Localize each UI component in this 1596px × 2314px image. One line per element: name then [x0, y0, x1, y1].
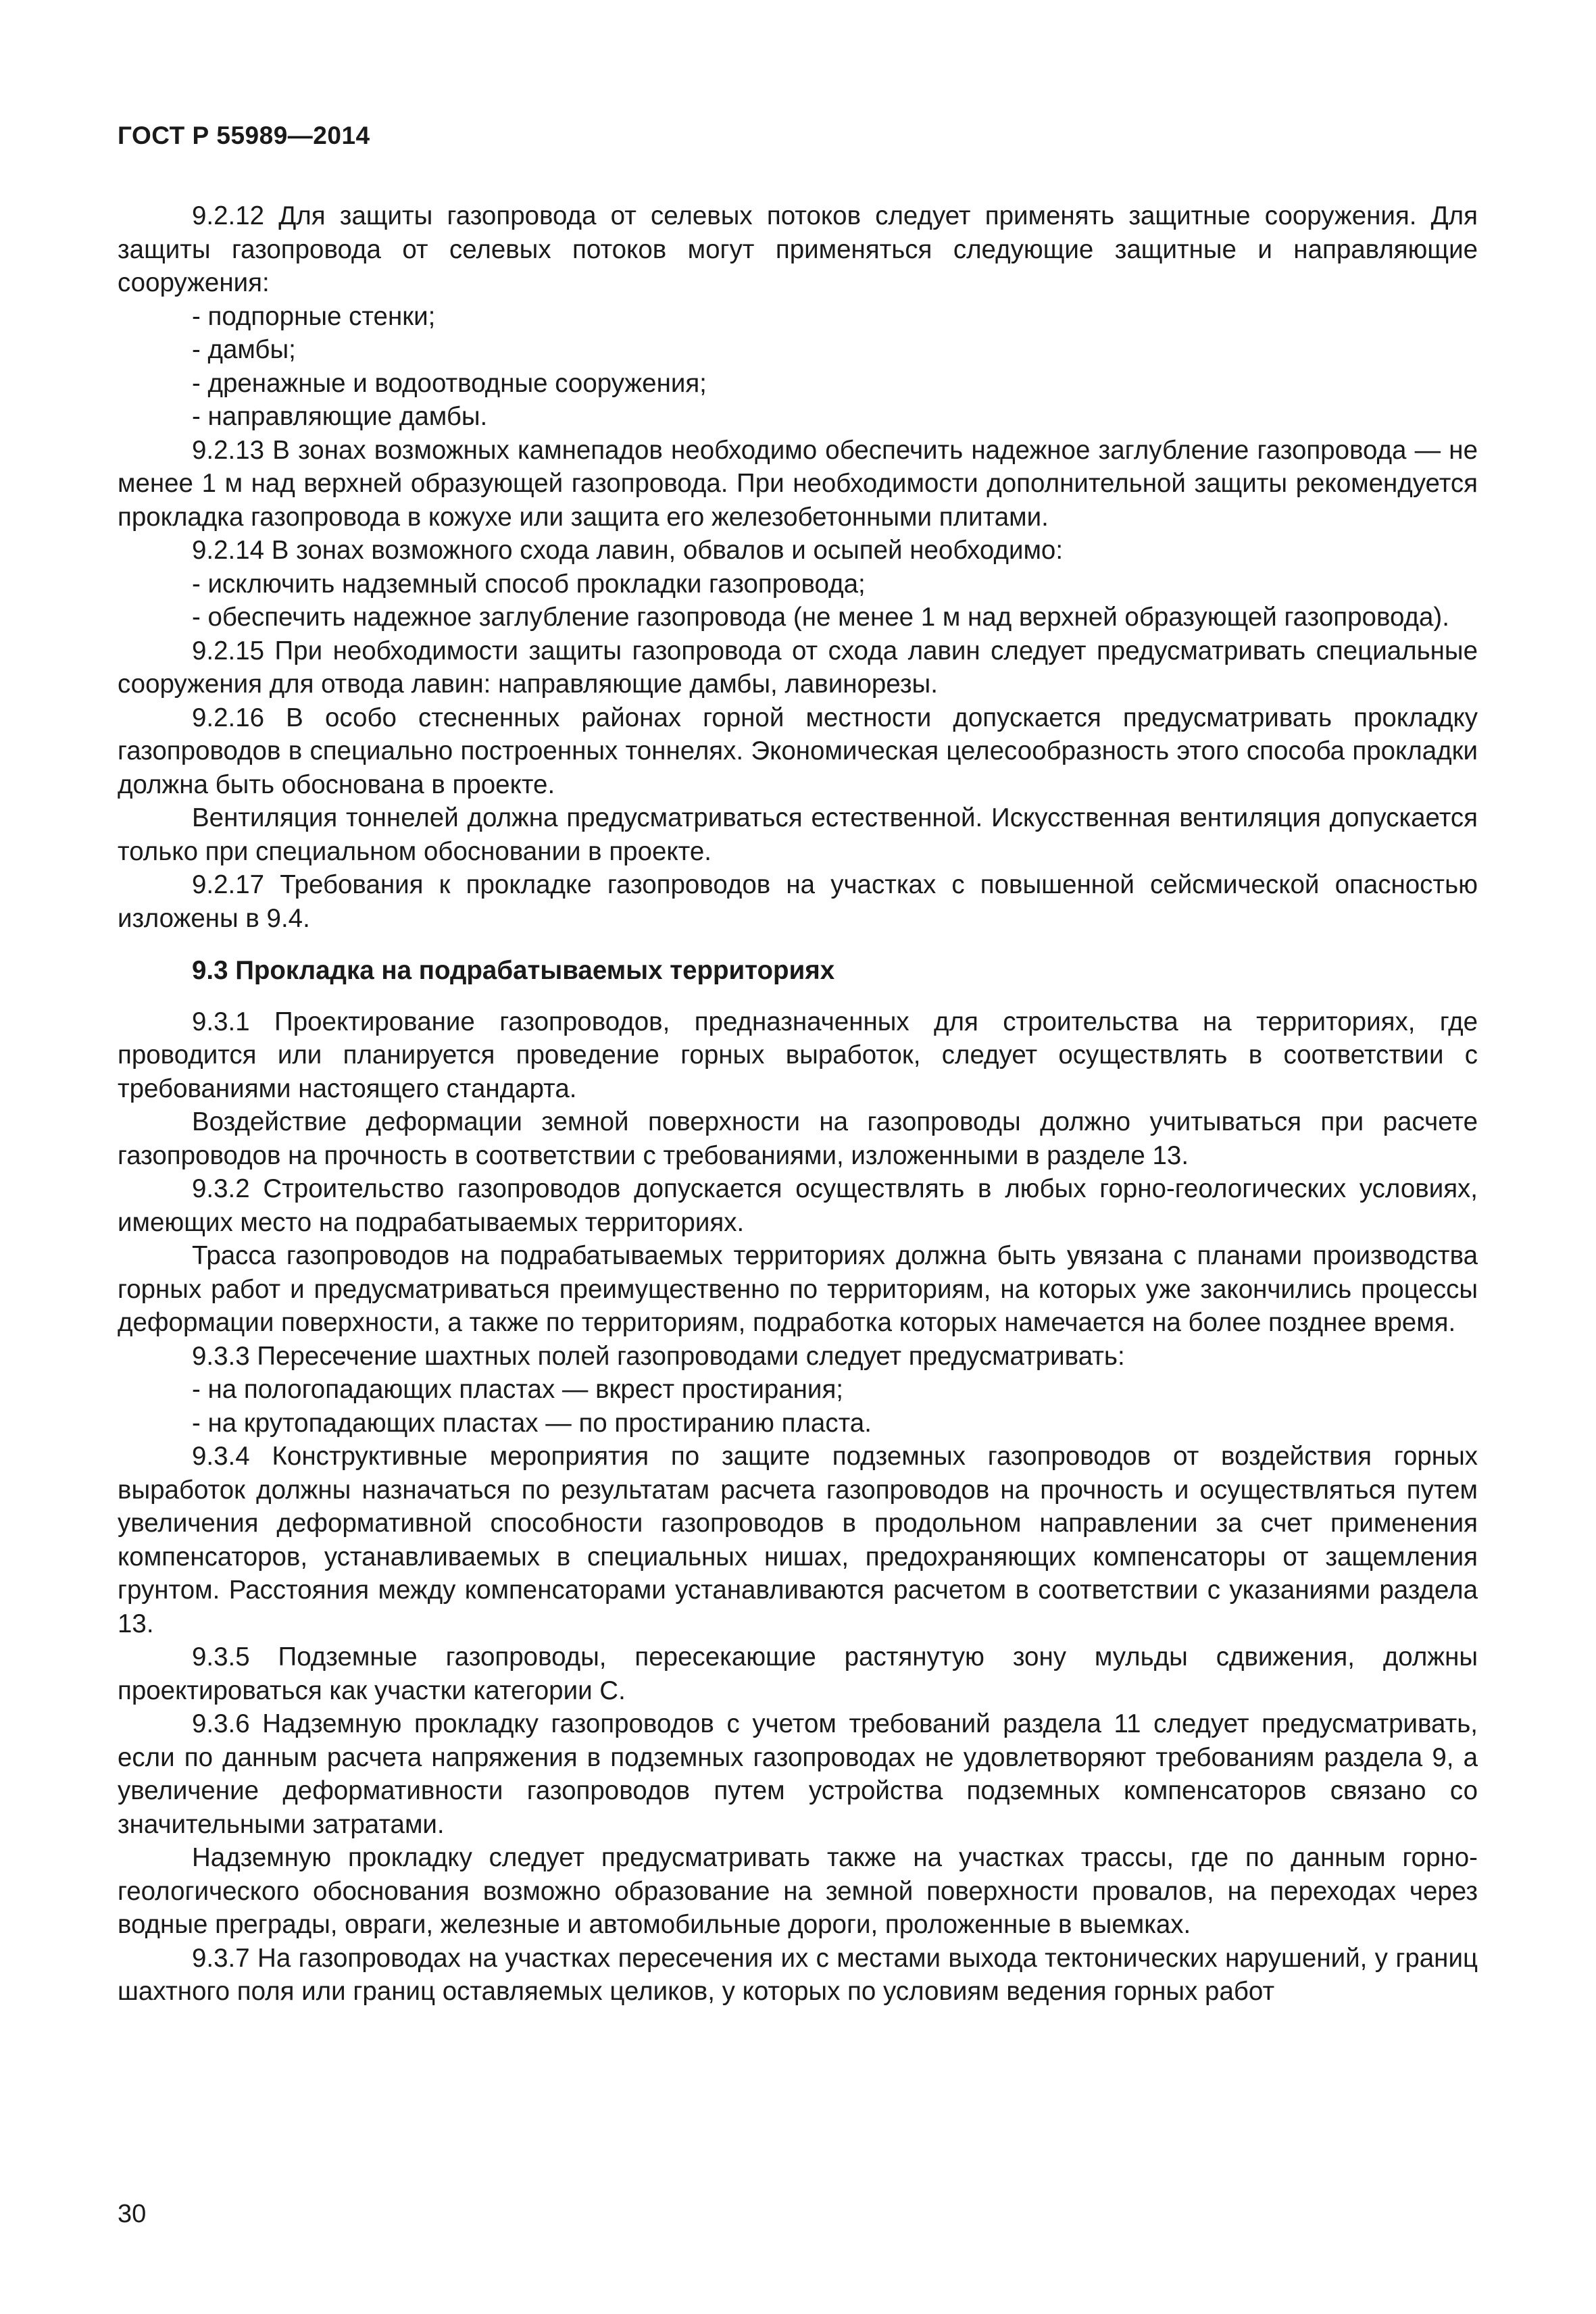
paragraph: 9.3.5 Подземные газопроводы, пересекающие растянутую зону мульды сдвижения, должны проектироваться как участки категории С. — [118, 1642, 1478, 1705]
list-item: - дамбы; — [192, 335, 296, 364]
paragraph: 9.2.14 В зонах возможного схода лавин, обвалов и осыпей необходимо: — [192, 536, 1064, 565]
list-item: - дренажные и водоотводные сооружения; — [192, 368, 707, 398]
paragraph: Воздействие деформации земной поверхности на газопроводы должно учитываться при расчете газопроводов на прочность в соответствии с требованиями, изложенными в разделе 13. — [118, 1107, 1478, 1170]
paragraph: 9.2.12 Для защиты газопровода от селевых потоков следует применять защитные сооружения. Для защиты газопровода от селевых потоков могут применяться следующие защитные и направляющие сооружения: — [118, 201, 1478, 297]
section-heading: 9.3 Прокладка на подрабатываемых территориях — [192, 956, 835, 985]
page-number: 30 — [118, 2200, 147, 2228]
paragraph: Надземную прокладку следует предусматривать также на участках трассы, где по данным горно-геологического обоснования возможно образование на земной поверхности провалов, на переходах через водные преграды, овраги, железные и автомобильные дороги, проложенные в выемках. — [118, 1843, 1478, 1939]
paragraph: 9.3.1 Проектирование газопроводов, предназначенных для строительства на территориях, где проводится или планируется проведение горных выработок, следует осуществлять в соответствии с требованиями настоящего стандарта. — [118, 1007, 1478, 1103]
paragraph: 9.3.3 Пересечение шахтных полей газопроводами следует предусматривать: — [192, 1341, 1125, 1371]
list-item: - подпорные стенки; — [192, 301, 436, 331]
list-item: - направляющие дамбы. — [192, 402, 488, 431]
list-item: - на пологопадающих пластах — вкрест простирания; — [192, 1375, 843, 1404]
paragraph: Вентиляция тоннелей должна предусматриваться естественной. Искусственная вентиляция допускается только при специальном обосновании в проекте. — [118, 803, 1478, 866]
paragraph: Трасса газопроводов на подрабатываемых территориях должна быть увязана с планами производства горных работ и предусматриваться преимущественно по территориям, на которых уже закончились процессы деформации поверхности, а также по территориям, подработка которых намечается на более позднее время. — [118, 1241, 1478, 1337]
paragraph: 9.3.6 Надземную прокладку газопроводов с учетом требований раздела 11 следует предусматривать, если по данным расчета напряжения в подземных газопроводах не удовлетворяют требованиям раздела 9, а увеличение деформативности газопроводов путем устройства подземных компенсаторов связано со значительными затратами. — [118, 1709, 1478, 1839]
paragraph: 9.2.15 При необходимости защиты газопровода от схода лавин следует предусматривать специальные сооружения для отвода лавин: направляющие дамбы, лавинорезы. — [118, 636, 1478, 699]
document-code-header: ГОСТ Р 55989—2014 — [118, 122, 370, 149]
list-item: - обеспечить надежное заглубление газопровода (не менее 1 м над верхней образующей газопровода). — [192, 603, 1449, 632]
paragraph: 9.3.7 На газопроводах на участках пересечения их с местами выхода тектонических нарушений, у границ шахтного поля или границ оставляемых целиков, у которых по условиям ведения горных работ — [118, 1943, 1478, 2006]
document-body — [118, 199, 1478, 2009]
paragraph: 9.2.16 В особо стесненных районах горной местности допускается предусматривать прокладку газопроводов в специально построенных тоннелях. Экономическая целесообразность этого способа прокладки должна быть обоснована в проекте. — [118, 703, 1478, 799]
paragraph: 9.2.13 В зонах возможных камнепадов необходимо обеспечить надежное заглубление газопровода — не менее 1 м над верхней образующей газопровода. При необходимости дополнительной защиты рекомендуется прокладка газопровода в кожухе или защита его железобетонными плитами. — [118, 435, 1478, 532]
paragraph: 9.3.4 Конструктивные мероприятия по защите подземных газопроводов от воздействия горных выработок должны назначаться по результатам расчета газопроводов на прочность и осуществляться путем увеличения деформативной способности газопроводов в продольном направлении за счет применения компенсаторов, устанавливаемых в специальных нишах, предохраняющих компенсаторы от защемления грунтом. Расстояния между компенсаторами устанавливаются расчетом в соответствии с указаниями раздела 13. — [118, 1442, 1478, 1638]
paragraph: 9.2.17 Требования к прокладке газопроводов на участках с повышенной сейсмической опасностью изложены в 9.4. — [118, 870, 1478, 933]
list-item: - на крутопадающих пластах — по простиранию пласта. — [192, 1408, 872, 1438]
paragraph: 9.3.2 Строительство газопроводов допускается осуществлять в любых горно-геологических условиях, имеющих место на подрабатываемых территориях. — [118, 1174, 1478, 1237]
list-item: - исключить надземный способ прокладки газопровода; — [192, 569, 866, 599]
